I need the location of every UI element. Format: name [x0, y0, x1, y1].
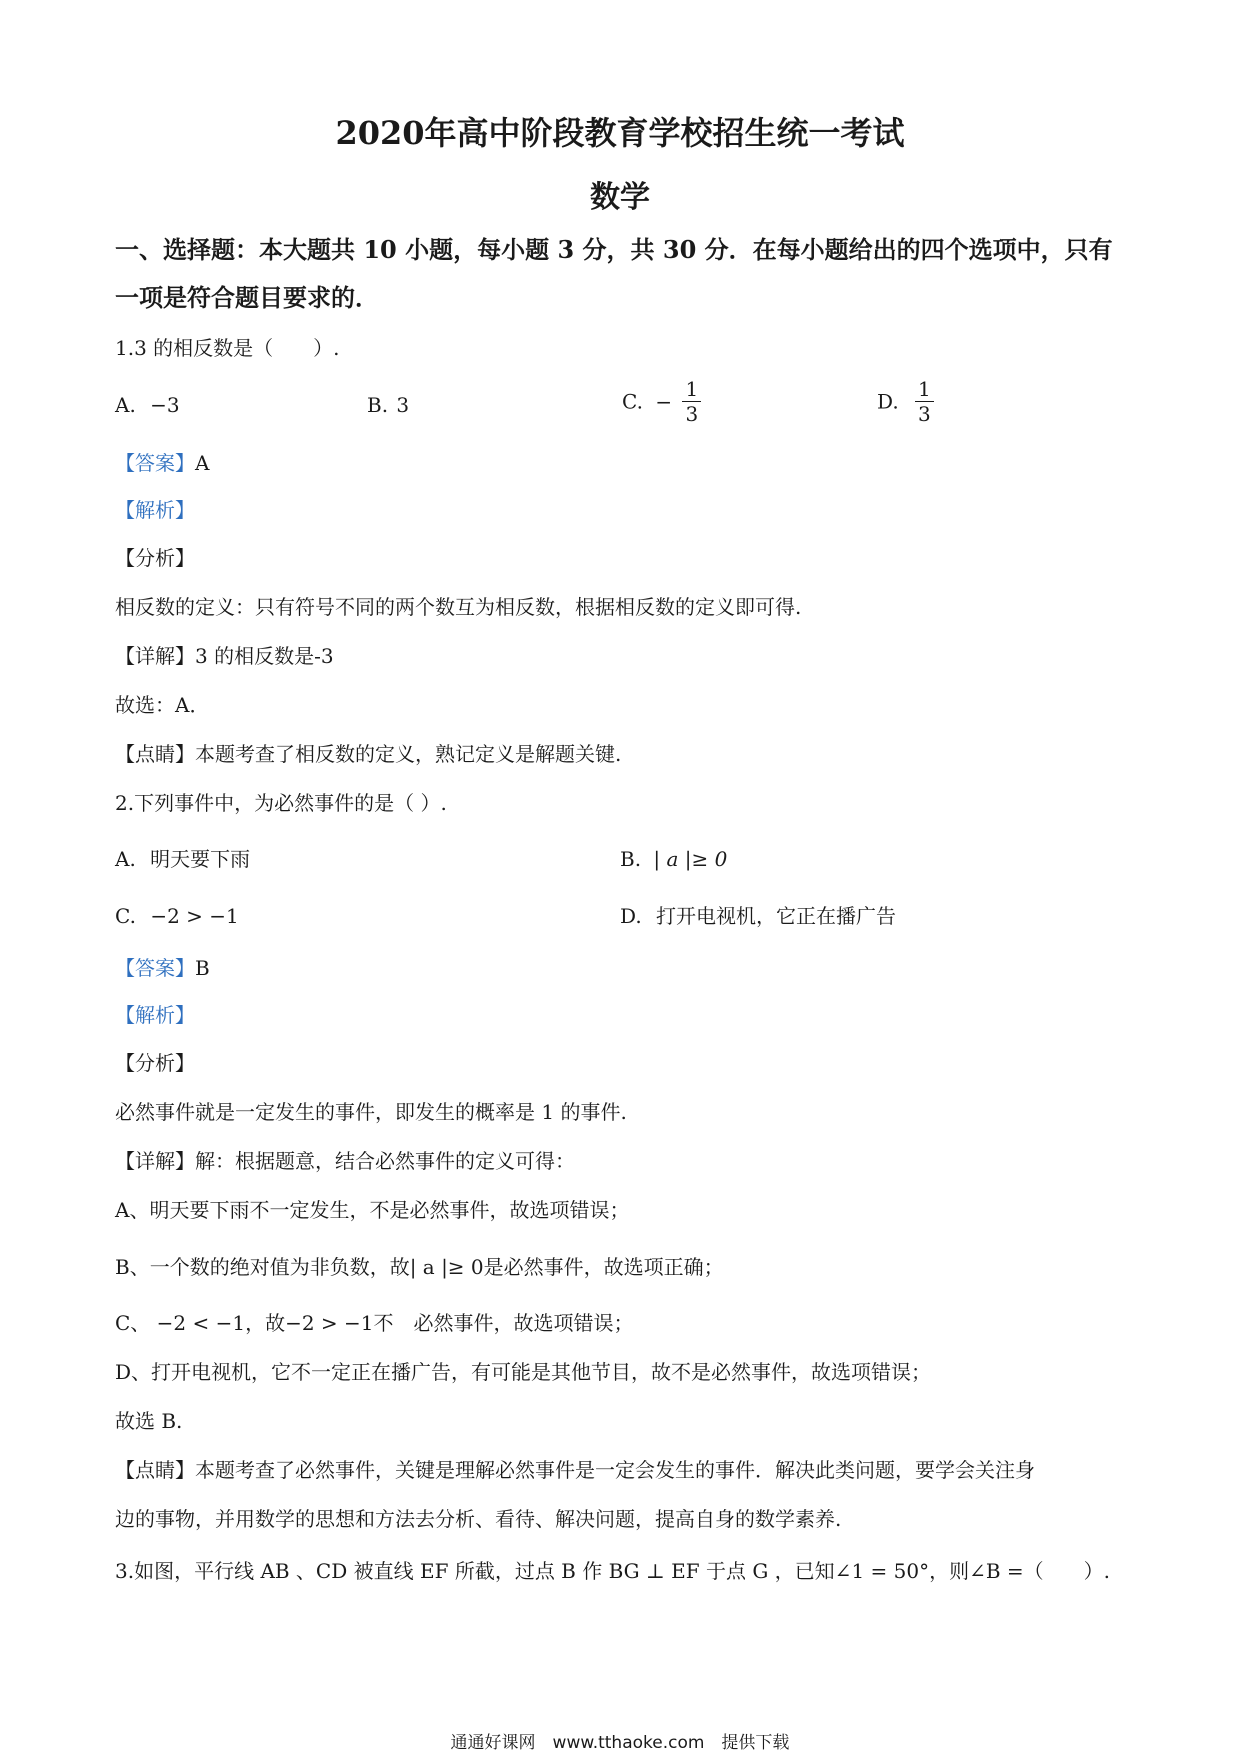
q1-option-b: [367, 391, 409, 419]
q1-dianjing-text: 本题考查了相反数的定义，熟记定义是解题关键.: [195, 742, 622, 766]
footer-watermark: 通通好课网 www.tthaoke.com 提供下载: [450, 1733, 790, 1753]
q2-option-a: [115, 845, 250, 873]
q1-analysis-tag: 【解析】: [115, 498, 195, 522]
q2-option-b-label: B.: [620, 847, 642, 871]
q2-option-b: [620, 845, 727, 873]
q2-choose: 故选 B.: [115, 1409, 183, 1433]
q1-fenxi-tag: 【分析】: [115, 546, 195, 570]
q2-explain-b: B、一个数的绝对值为非负数，故| a |≥ 0是必然事件，故选项正确；: [115, 1255, 724, 1279]
q1-option-d-label: D.: [877, 389, 899, 414]
q2-xiangjie-tag: 【详解】: [115, 1149, 195, 1173]
q1-option-c-numerator: 1: [682, 377, 701, 402]
q1-fenxi-text: 相反数的定义：只有符号不同的两个数互为相反数，根据相反数的定义即可得.: [115, 595, 802, 619]
q1-dianjing: [115, 740, 621, 768]
q1-option-a-value: −3: [150, 393, 180, 417]
q1-option-b-label: B.: [367, 393, 389, 417]
q1-option-b-value: 3: [396, 393, 410, 417]
q2-option-d-label: D.: [620, 904, 642, 928]
q1-option-c-denominator: 3: [685, 402, 699, 426]
q2-option-d: [620, 902, 896, 930]
q1-xiangjie: [115, 642, 334, 670]
q2-stem: 2.下列事件中，为必然事件的是（ ）.: [115, 791, 447, 815]
subject-title: 数学: [590, 180, 650, 215]
q2-fenxi-tag: 【分析】: [115, 1051, 195, 1075]
q2-option-c-label: C.: [115, 904, 136, 928]
q1-option-d-denominator: 3: [918, 402, 931, 426]
q2-explain-a: A、明天要下雨不一定发生，不是必然事件，故选项错误；: [115, 1198, 630, 1222]
q1-option-a-label: A.: [115, 393, 136, 417]
q2-option-b-text: | a |≥ 0: [653, 847, 728, 871]
q1-choose: 故选：A．: [115, 693, 210, 717]
q1-option-a: [115, 391, 180, 419]
q2-option-c-text: −2 > −1: [150, 904, 239, 928]
q1-option-d-numerator: 1: [915, 377, 934, 402]
q2-fenxi-text: 必然事件就是一定发生的事件，即发生的概率是 1 的事件.: [115, 1100, 627, 1124]
q2-analysis-tag: 【解析】: [115, 1003, 195, 1027]
q2-answer-tag: 【答案】: [115, 956, 195, 980]
q2-xiangjie-text: 解：根据题意，结合必然事件的定义可得：: [195, 1149, 575, 1173]
q1-option-d: [877, 377, 934, 426]
q1-answer-value: A: [195, 451, 210, 475]
q3-stem: 3.如图，平行线 AB 、CD 被直线 EF 所截，过点 B 作 BG ⊥ EF 于点 G ，已知∠1 = 50°，则∠B =（ ）.: [115, 1559, 1111, 1583]
q2-option-a-label: A.: [115, 847, 136, 871]
q1-option-c: [622, 377, 701, 426]
q2-explain-c: C、 −2 < −1，故−2 > −1不 必然事件，故选项错误；: [115, 1311, 634, 1335]
exam-title: 2020年高中阶段教育学校招生统一考试: [335, 114, 905, 152]
q1-option-c-sign: −: [655, 389, 673, 414]
q1-answer-tag: 【答案】: [115, 451, 195, 475]
q1-answer: [115, 449, 209, 477]
section-heading-line1: 一、选择题：本大题共 10 小题，每小题 3 分，共 30 分．在每小题给出的四个选项中，只有: [115, 235, 1113, 264]
q2-option-c: [115, 902, 239, 930]
q2-dianjing-tag: 【点睛】: [115, 1458, 195, 1482]
q1-option-c-fraction: [682, 377, 701, 426]
q2-option-d-text: 打开电视机，它正在播广告: [656, 904, 897, 928]
q2-answer-value: B: [195, 956, 210, 980]
q1-stem: 1.3 的相反数是（ ）.: [115, 336, 340, 360]
q2-option-a-text: 明天要下雨: [150, 847, 251, 871]
section-heading-line2: 一项是符合题目要求的．: [115, 283, 379, 312]
q2-explain-d: D、打开电视机，它不一定正在播广告，有可能是其他节目，故不是必然事件，故选项错误；: [115, 1360, 932, 1384]
q2-dianjing: [115, 1456, 1035, 1484]
q1-option-c-label: C.: [622, 389, 643, 414]
q2-dianjing-text1: 本题考查了必然事件，关键是理解必然事件是一定会发生的事件．解决此类问题，要学会关注身: [195, 1458, 1035, 1482]
q2-xiangjie: [115, 1147, 575, 1175]
q1-option-d-fraction: [915, 377, 934, 426]
q1-xiangjie-text: 3 的相反数是-3: [195, 644, 334, 668]
q2-answer: [115, 954, 210, 982]
q1-xiangjie-tag: 【详解】: [115, 644, 195, 668]
q1-dianjing-tag: 【点睛】: [115, 742, 195, 766]
q2-dianjing-line2: 边的事物，并用数学的思想和方法去分析、看待、解决问题，提高自身的数学素养.: [115, 1507, 842, 1531]
